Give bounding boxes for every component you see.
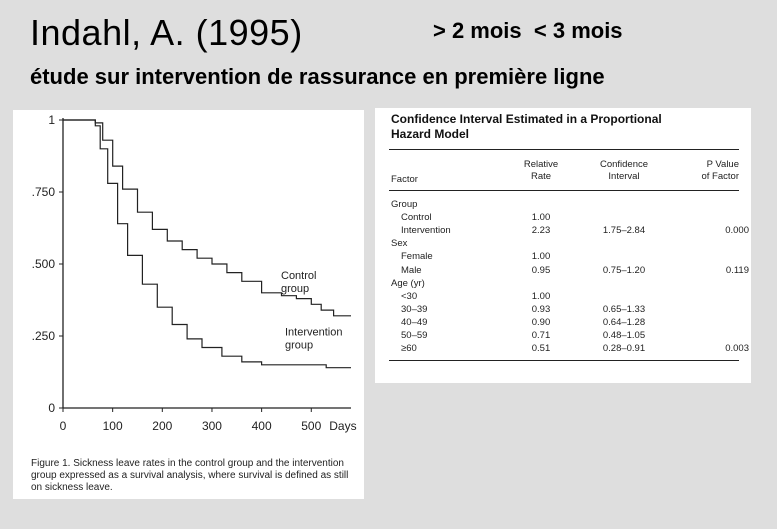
x-axis-label: Days	[329, 419, 357, 433]
table-title	[391, 112, 721, 142]
cell-confidence-interval: 0.48–1.05	[602, 330, 646, 341]
table-row	[389, 198, 739, 211]
cell-factor: Control	[401, 212, 432, 224]
control-label-line2: group	[281, 282, 310, 295]
y-tick-label: .750	[31, 185, 55, 199]
cell-factor: Group	[391, 199, 418, 210]
table-title-line2: Hazard Model	[391, 127, 470, 141]
table-rule-bottom	[389, 360, 739, 361]
table-rule-top	[389, 149, 739, 150]
survival-figure-panel	[13, 110, 364, 499]
cell-factor: Age (yr)	[391, 277, 425, 289]
cell-factor: 40–49	[401, 316, 428, 328]
table-row	[389, 342, 749, 355]
table-row	[389, 329, 739, 342]
cell-relative-rate: 0.90	[531, 316, 551, 328]
header-rr-line2: Rate	[530, 171, 552, 182]
cell-confidence-interval: 0.28–0.91	[602, 343, 646, 355]
control-label-line1: Control	[281, 269, 317, 282]
cell-confidence-interval: 0.64–1.28	[602, 316, 646, 328]
cell-relative-rate: 0.95	[531, 264, 551, 276]
intervention-label-line1: Intervention	[285, 326, 343, 339]
header-ci-line2: Interval	[608, 171, 640, 182]
x-tick-label: 100	[102, 419, 123, 433]
cell-confidence-interval: 0.65–1.33	[602, 303, 646, 315]
x-tick-label: 0	[59, 419, 67, 433]
cell-factor: Female	[401, 251, 433, 263]
cell-relative-rate: 0.71	[531, 330, 551, 341]
cell-factor: Male	[401, 264, 422, 276]
y-tick-label: .250	[31, 329, 55, 343]
table-row	[389, 303, 739, 316]
cell-relative-rate: 1.00	[531, 290, 551, 302]
cell-factor: Intervention	[401, 225, 451, 237]
duration-note: > 2 mois < 3 mois	[433, 18, 623, 43]
y-tick-label: .500	[31, 257, 55, 271]
x-tick-label: 200	[152, 419, 173, 433]
slide-title: Indahl, A. (1995)	[30, 12, 303, 53]
cell-relative-rate: 1.00	[531, 212, 551, 224]
cell-factor: 30–39	[401, 303, 428, 315]
header-rr-line1: Relative	[523, 159, 559, 170]
x-tick-label: 400	[251, 419, 272, 433]
cell-p-value: 0.003	[725, 343, 749, 355]
cell-confidence-interval: 0.75–1.20	[602, 264, 646, 276]
table-row	[389, 316, 739, 329]
header-ci-line1: Confidence	[599, 159, 649, 170]
survival-chart	[13, 110, 364, 455]
table-row	[389, 290, 739, 303]
y-tick-label: 1	[48, 113, 55, 127]
table-row	[389, 264, 749, 277]
figure-caption: Figure 1. Sickness leave rates in the control group and the intervention group expressed as a survival analysis, where survival is defined as still on sickness leave.	[31, 458, 349, 493]
table-row	[389, 237, 739, 250]
cell-factor: ≥60	[401, 343, 417, 355]
table-row	[389, 250, 739, 263]
header-factor: Factor	[391, 174, 418, 185]
slide-subtitle: étude sur intervention de rassurance en première ligne	[30, 64, 605, 89]
table-row	[389, 277, 739, 290]
cell-p-value: 0.119	[725, 264, 749, 276]
table-title-line1: Confidence Interval Estimated in a Proportional	[391, 112, 662, 126]
cell-factor: Sex	[391, 238, 408, 250]
table-row	[389, 211, 739, 224]
header-p-line1: P Value	[706, 159, 739, 170]
cell-factor: <30	[401, 290, 418, 302]
header-relative-rate	[521, 159, 561, 183]
cell-factor: 50–59	[401, 330, 428, 341]
intervention-label-line2: group	[285, 339, 314, 352]
table-rule-header	[389, 190, 739, 191]
header-p-value	[689, 159, 739, 183]
header-confidence-interval	[589, 159, 659, 183]
cell-confidence-interval: 1.75–2.84	[602, 225, 646, 237]
x-tick-label: 500	[301, 419, 322, 433]
header-p-line2: of Factor	[701, 171, 739, 182]
cell-relative-rate: 0.51	[531, 343, 551, 355]
y-tick-label: 0	[48, 401, 55, 415]
table-row	[389, 224, 749, 237]
cell-relative-rate: 2.23	[531, 225, 551, 237]
hazard-table-panel	[375, 108, 751, 383]
cell-p-value: 0.000	[725, 225, 749, 237]
cell-relative-rate: 0.93	[531, 303, 551, 315]
cell-relative-rate: 1.00	[531, 251, 551, 263]
x-tick-label: 300	[201, 419, 222, 433]
